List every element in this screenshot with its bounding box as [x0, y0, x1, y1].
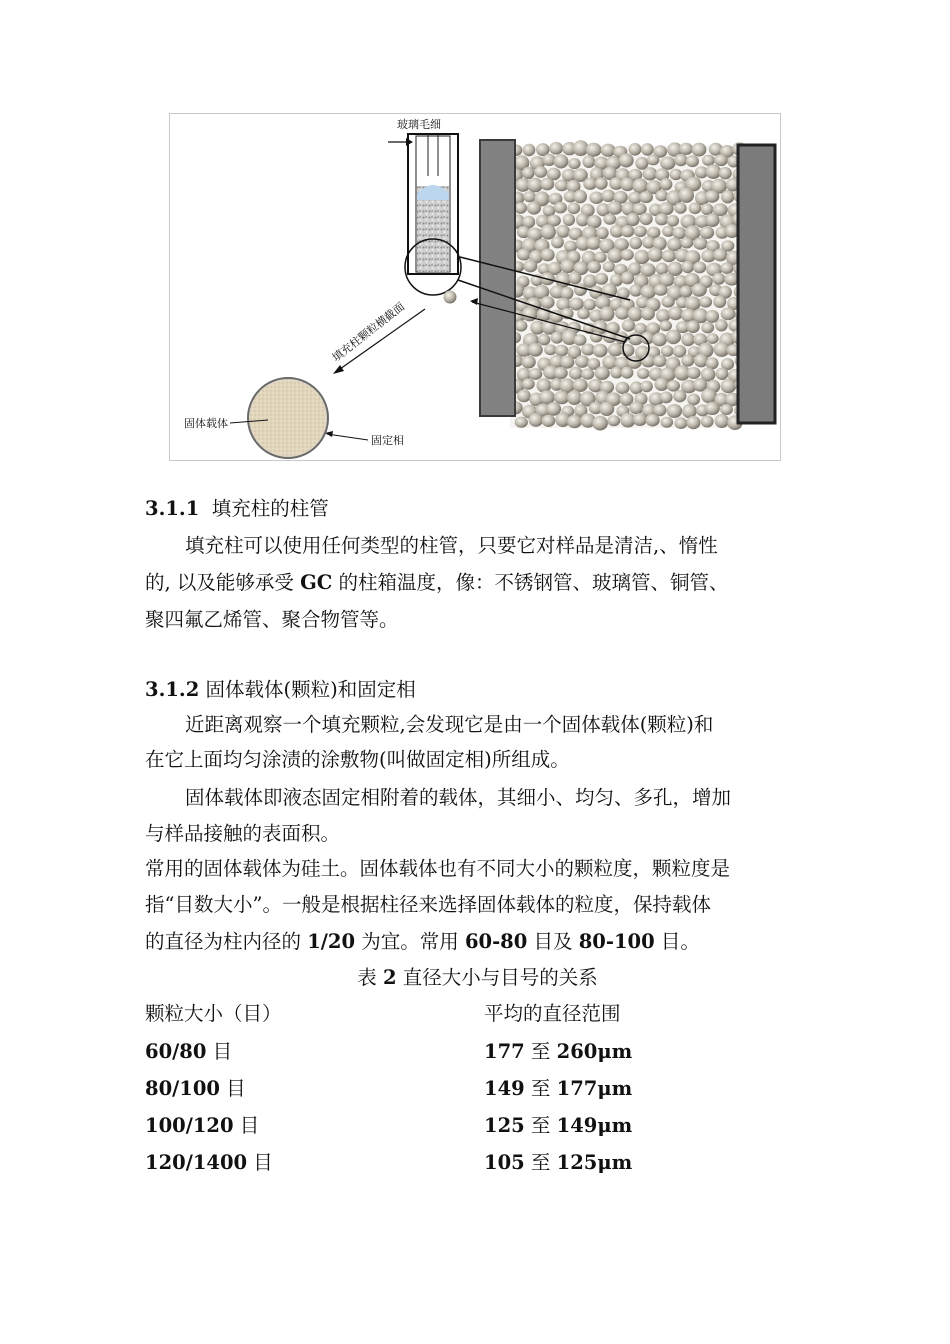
packing-bead [596, 227, 609, 239]
packing-bead [673, 227, 687, 240]
packing-bead [582, 155, 595, 168]
mesh-value: 60/80 [145, 1040, 207, 1063]
packing-bead [563, 214, 575, 226]
text-run: 目。 [654, 930, 700, 953]
packing-bead [551, 332, 564, 344]
packing-bead [716, 368, 729, 380]
packing-bead [700, 226, 715, 239]
packing-bead [521, 356, 535, 369]
packing-bead [555, 345, 568, 357]
diameter-max: 260μm [556, 1040, 633, 1063]
paragraph-line: 指“目数大小”。一般是根据柱径来选择固体载体的粒度，保持载体 [145, 893, 711, 916]
packing-bead [719, 167, 732, 179]
paragraph-line: 聚四氟乙烯管、聚合物管等。 [145, 608, 399, 631]
packing-bead [661, 345, 674, 356]
packing-bead [641, 143, 654, 156]
packing-bead [667, 380, 680, 391]
diameter-min: 105 [484, 1151, 525, 1174]
packing-bead [639, 191, 653, 203]
mesh-value: 120/1400 [145, 1151, 248, 1174]
packing-bead [673, 390, 686, 403]
mesh-value: 100/120 [145, 1114, 234, 1137]
paragraph-line: 在它上面均匀涂渍的涂敷物(叫做固定相)所组成。 [145, 748, 570, 771]
packing-bead [522, 378, 535, 389]
packing-bead [666, 330, 681, 345]
packing-bead [522, 167, 535, 179]
packing-bead [667, 215, 680, 227]
packing-bead [646, 414, 660, 427]
mesh-unit: 目 [247, 1151, 273, 1174]
packing-bead [592, 416, 608, 431]
table-row-diameter [484, 1107, 632, 1144]
packing-bead [560, 287, 573, 300]
packing-bead [537, 378, 552, 392]
packing-bead [621, 271, 634, 284]
particle-cross-section [248, 378, 328, 458]
label-cross-section: 填充柱颗粒横截面 [329, 299, 408, 365]
packing-bead [607, 201, 622, 215]
packing-bead [575, 355, 589, 368]
packing-bead [660, 156, 675, 169]
packing-bead [720, 404, 733, 415]
packing-bead [603, 261, 615, 272]
paragraph-line: 填充柱可以使用任何类型的柱管，只要它对样品是清洁,、惰性 [185, 534, 718, 557]
packing-bead [686, 155, 699, 167]
packing-bead [594, 252, 606, 263]
packing-bead [721, 308, 736, 321]
packing-bead [701, 416, 714, 428]
label-capillary: 玻璃毛细 [397, 118, 441, 131]
packing-bead [674, 202, 686, 213]
packing-bead [517, 249, 531, 261]
packing-bead [701, 322, 714, 334]
caption-number: 2 [382, 966, 397, 989]
packing-bead [661, 296, 674, 308]
packing-bead [714, 154, 728, 166]
table-row-mesh [145, 1107, 810, 1144]
table-caption [145, 959, 810, 996]
packing-bead [667, 404, 682, 418]
packing-bead [628, 307, 643, 322]
packing-bead [681, 354, 694, 366]
table-header-diameter: 平均的直径范围 [484, 1002, 621, 1025]
packing-bead [599, 402, 614, 416]
column-wall-left [480, 140, 515, 416]
packing-bead [517, 390, 531, 403]
packing-bead [523, 260, 537, 273]
packing-bead [705, 164, 721, 179]
paragraph-line: 常用的固体载体为硅土。固体载体也有不同大小的颗粒度，颗粒度是 [145, 857, 731, 880]
glass-column [388, 134, 458, 274]
packing-bead [621, 249, 634, 261]
packing-bead [679, 143, 693, 155]
packing-bead [573, 190, 587, 204]
packing-bead [655, 190, 668, 201]
mesh-unit: 目 [233, 1114, 260, 1137]
packing-bead [629, 401, 644, 414]
packing-bead [680, 237, 693, 248]
text-run: 的直径为柱内径的 [145, 930, 308, 953]
packing-bead [534, 166, 547, 178]
packing-bead [648, 248, 663, 262]
packing-bead [581, 344, 595, 356]
packing-bead [712, 273, 725, 285]
packing-bead [668, 306, 683, 320]
packing-bead [655, 213, 668, 225]
packing-bead [659, 320, 672, 331]
table-row-diameter [484, 1070, 632, 1107]
packing-bead [554, 154, 569, 168]
packing-bead [542, 415, 556, 427]
packing-bead [554, 367, 568, 379]
packing-bead [640, 213, 653, 225]
paragraph-line [145, 923, 810, 960]
packing-bead [576, 213, 589, 226]
packing-bead [560, 356, 574, 369]
packing-bead [595, 273, 608, 285]
packing-bead [633, 413, 647, 426]
packing-bead [656, 309, 670, 323]
range-word: 至 [524, 1114, 557, 1137]
text-run-bold: GC [300, 571, 333, 594]
packing-bead [581, 369, 594, 380]
single-bead [444, 291, 457, 304]
packing-bead [601, 190, 615, 203]
packing-bead [607, 415, 620, 426]
packing-bead [687, 367, 701, 379]
diameter-max: 177μm [556, 1077, 633, 1100]
packing-bead [593, 344, 608, 358]
packing-bead [529, 368, 543, 380]
packing-bead [626, 213, 639, 226]
table-row-mesh [145, 1144, 810, 1181]
packing-bead [721, 190, 734, 203]
packing-bead [652, 333, 667, 347]
packing-bead [574, 283, 587, 296]
packing-bead [607, 248, 623, 263]
section-title: 固体载体(颗粒)和固定相 [205, 678, 416, 701]
packing-bead [713, 295, 726, 308]
text-run: 为宜。常用 [355, 930, 465, 953]
packing-bead [522, 307, 538, 322]
packing-bead [577, 308, 590, 319]
section-title: 填充柱的柱管 [211, 497, 329, 520]
packing-bead [689, 203, 702, 215]
packing-bead [556, 225, 570, 238]
range-word: 至 [524, 1151, 557, 1174]
packing-bead [515, 320, 528, 331]
packing-bead [715, 414, 729, 428]
packing-bead [647, 155, 660, 166]
packing-bead [549, 142, 563, 155]
packing-bead [601, 144, 616, 157]
packing-bead [622, 319, 635, 331]
packing-bead [541, 224, 556, 239]
packing-bead [569, 367, 583, 380]
packing-bead [603, 214, 616, 225]
packing-bead [715, 319, 728, 331]
paragraph-line: 与样品接触的表面积。 [145, 822, 341, 845]
packing-bead [713, 248, 727, 261]
packing-bead [641, 307, 655, 321]
text-run: 目及 [527, 930, 579, 953]
packing-bead [702, 155, 715, 166]
packing-bead [560, 259, 575, 273]
packing-bead [674, 154, 687, 166]
diameter-max: 149μm [556, 1114, 633, 1137]
packing-bead [662, 250, 676, 263]
packing-bead [619, 153, 634, 167]
packing-bead [686, 416, 700, 429]
packing-bead [705, 402, 720, 415]
packing-bead [694, 354, 708, 368]
packing-bead [692, 143, 707, 157]
packing-bead [660, 392, 673, 404]
packing-bead [634, 250, 649, 265]
packing-bead [706, 333, 718, 344]
packing-bead [699, 296, 712, 307]
packing-bead [573, 378, 588, 392]
packing-bead [527, 201, 541, 214]
diameter-min: 149 [484, 1077, 525, 1100]
packing-bead [629, 284, 642, 296]
packing-bead [529, 413, 544, 427]
packing-bead [629, 237, 642, 250]
packing-bead [692, 283, 707, 297]
packing-bead [654, 284, 668, 296]
mesh-unit: 目 [206, 1040, 233, 1063]
paragraph-line: 固体载体即液态固定相附着的载体，其细小、均匀、多孔，增加 [185, 786, 732, 809]
table-header-mesh: 颗粒大小（目） [145, 1002, 282, 1025]
packing-bead [595, 177, 608, 189]
packing-bead [586, 143, 602, 157]
section-number: 3.1.1 [145, 497, 200, 520]
packing-bead [540, 178, 554, 191]
packing-bead [634, 226, 647, 237]
mesh-unit: 目 [219, 1077, 246, 1100]
packing-bead [587, 261, 601, 273]
packing-bead [554, 202, 567, 214]
packing-bead [661, 417, 674, 428]
range-word: 至 [524, 1077, 557, 1100]
diameter-min: 177 [484, 1040, 525, 1063]
packing-bead [635, 157, 648, 170]
packing-bead [643, 167, 658, 180]
packed-column-diagram [170, 114, 782, 462]
packing-bead [555, 180, 569, 192]
packing-bead [681, 261, 694, 274]
table-row-diameter [484, 1144, 632, 1181]
packing-bead [621, 367, 634, 379]
packing-bead [629, 143, 642, 156]
packing-bead [567, 203, 580, 215]
column-wall-right [738, 145, 775, 423]
text-run-bold: 60-80 [464, 930, 528, 953]
packing-bead [564, 241, 577, 252]
packing-bead [679, 188, 694, 203]
packing-bead [523, 144, 536, 156]
packing-bead [586, 237, 601, 250]
packing-bead [515, 417, 528, 428]
label-stationary-phase: 固定相 [371, 434, 404, 447]
packing-bead [621, 225, 635, 237]
packing-bead [541, 248, 555, 261]
packing-bead [701, 388, 717, 403]
packing-bead [615, 382, 629, 394]
range-word: 至 [524, 1040, 557, 1063]
paragraph-line [145, 564, 810, 601]
packing-bead [685, 296, 701, 310]
mesh-value: 80/100 [145, 1077, 220, 1100]
packing-bead [567, 415, 582, 429]
packing-bead [653, 355, 667, 367]
packing-bead [721, 379, 737, 393]
section-heading-3-1-2 [145, 671, 810, 708]
packing-bead [655, 378, 669, 391]
caption-text: 直径大小与目号的关系 [396, 966, 598, 989]
text-run: 以及能够承受 [170, 571, 301, 594]
packing-bead [538, 334, 550, 346]
packing-bead [568, 158, 580, 169]
section-number: 3.1.2 [145, 678, 200, 701]
packing-bead [681, 333, 695, 347]
packing-bead [693, 262, 706, 274]
text-run-bold: 80-100 [578, 930, 655, 953]
packing-bead [720, 262, 733, 274]
packing-bead [555, 272, 571, 288]
packing-bead [551, 236, 564, 248]
diameter-max: 125μm [556, 1151, 633, 1174]
packing-bead [705, 190, 720, 203]
text-run: 的, [145, 571, 171, 594]
packing-bead [574, 334, 587, 345]
table-row-diameter [484, 1033, 632, 1070]
packing-bead [514, 202, 527, 214]
packing-bead [540, 296, 554, 309]
packing-bead [544, 344, 557, 355]
packing-bead [674, 417, 687, 429]
paragraph-line: 近距离观察一个填充颗粒,会发现它是由一个固体载体(颗粒)和 [185, 713, 714, 736]
packing-bead [528, 343, 543, 357]
packing-bead [615, 307, 629, 320]
packing-bead [660, 178, 673, 190]
packing-bead [686, 320, 699, 333]
section-heading-3-1-1 [145, 490, 810, 527]
packing-bead [599, 306, 614, 321]
packing-bead [687, 394, 700, 406]
packing-bead [637, 368, 650, 379]
packing-bead [705, 213, 719, 227]
diameter-min: 125 [484, 1114, 525, 1137]
packing-bead [640, 381, 653, 393]
text-run-bold: 1/20 [307, 930, 356, 953]
packing-bead [569, 272, 582, 285]
table-row-mesh [145, 1070, 810, 1107]
packing-bead [567, 390, 582, 405]
table-row-mesh [145, 1033, 810, 1070]
packed-column-figure [169, 113, 781, 461]
packing-bead [595, 366, 610, 380]
packing-bead [679, 285, 692, 297]
caption-prefix: 表 [357, 966, 383, 989]
label-solid-support: 固体载体 [184, 417, 228, 430]
text-run: 的柱箱温度，像：不锈钢管、玻璃管、铜管、 [332, 571, 729, 594]
packing-bead [523, 191, 536, 202]
packing-bead [693, 237, 708, 249]
